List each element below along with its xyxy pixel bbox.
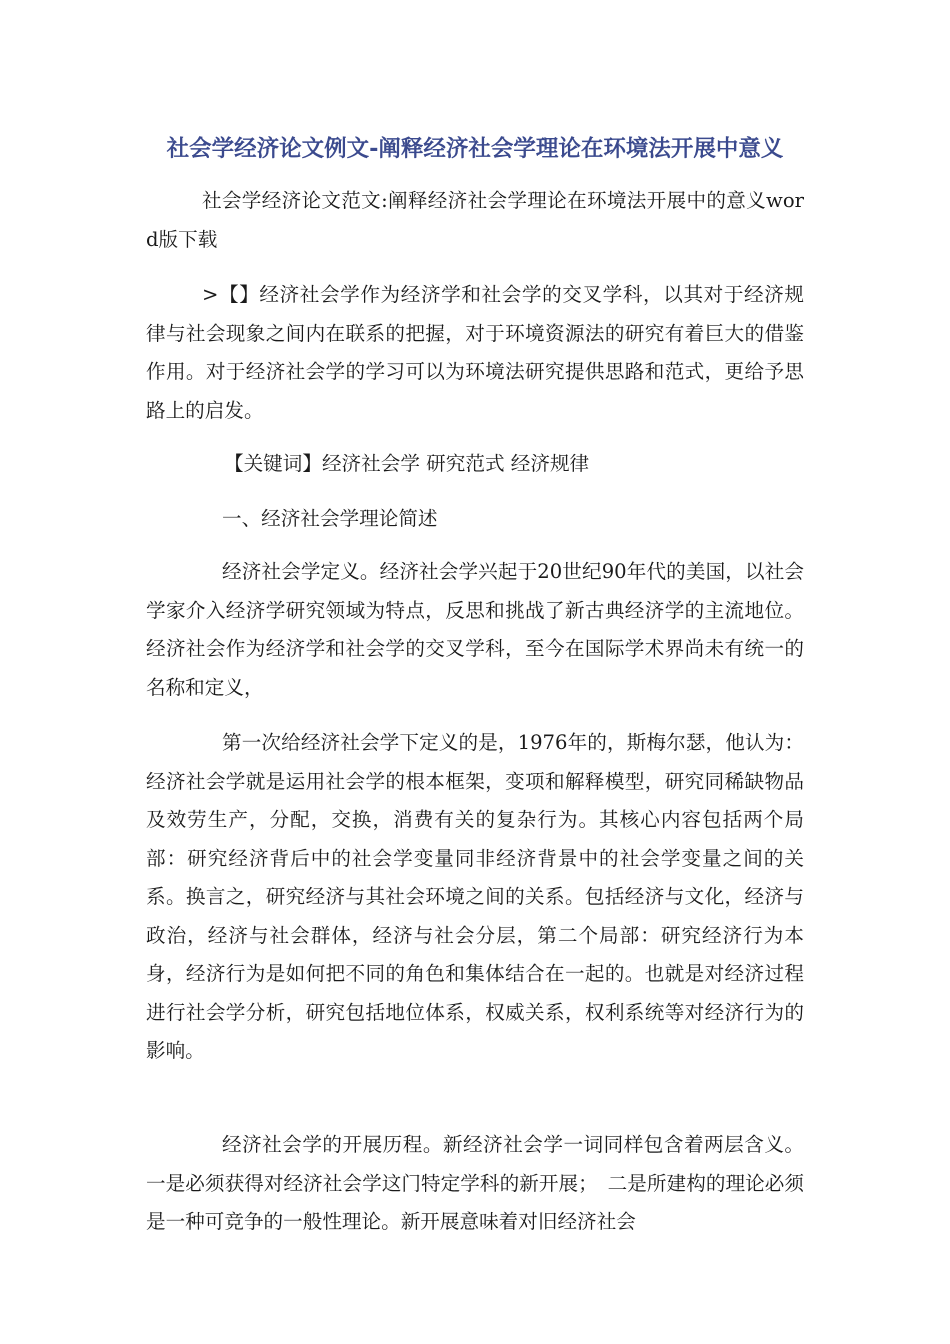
first-definition-paragraph: 第一次给经济社会学下定义的是，1976年的，斯梅尔瑟，他认为：经济社会学就是运用社会学的根本框架，变项和解释模型，研究同稀缺物品及效劳生产，分配，交换，消费有关的复杂行为。其核心内容包括两个局部：研究经济背后中的社会学变量同非经济背景中的社会学变量之间的关系。换言之，研究经济与其社会环境之间的关系。包括经济与文化，经济与政治，经济与社会群体，经济与社会分层，第二个局部：研究经济行为本身，经济行为是如何把不同的角色和集体结合在一起的。也就是对经济过程进行社会学分析，研究包括地位体系，权威关系，权利系统等对经济行为的影响。: [146, 731, 804, 1062]
history-paragraph: 经济社会学的开展历程。新经济社会学一词同样包含着两层含义。一是必须获得对经济社会学这门特定学科的新开展； 二是所建构的理论必须是一种可竞争的一般性理论。新开展意味着对旧经济社会: [146, 1133, 804, 1233]
intro-paragraph: 社会学经济论文范文:阐释经济社会学理论在环境法开展中的意义word版下载: [146, 189, 804, 251]
document-title: 社会学经济论文例文-阐释经济社会学理论在环境法开展中意义: [166, 136, 784, 162]
abstract-paragraph: >【】经济社会学作为经济学和社会学的交叉学科，以其对于经济规律与社会现象之间内在联系的把握，对于环境资源法的研究有着巨大的借鉴作用。对于经济社会学的学习可以为环境法研究提供思路和范式，更给予思路上的启发。: [146, 283, 804, 422]
definition-paragraph: 经济社会学定义。经济社会学兴起于20世纪90年代的美国，以社会学家介入经济学研究领域为特点，反思和挑战了新古典经济学的主流地位。经济社会作为经济学和社会学的交叉学科，至今在国际学术界尚未有统一的名称和定义，: [146, 560, 804, 699]
section-heading: 一、经济社会学理论简述: [222, 507, 438, 530]
keywords-line: 【关键词】经济社会学 研究范式 经济规律: [224, 452, 590, 475]
